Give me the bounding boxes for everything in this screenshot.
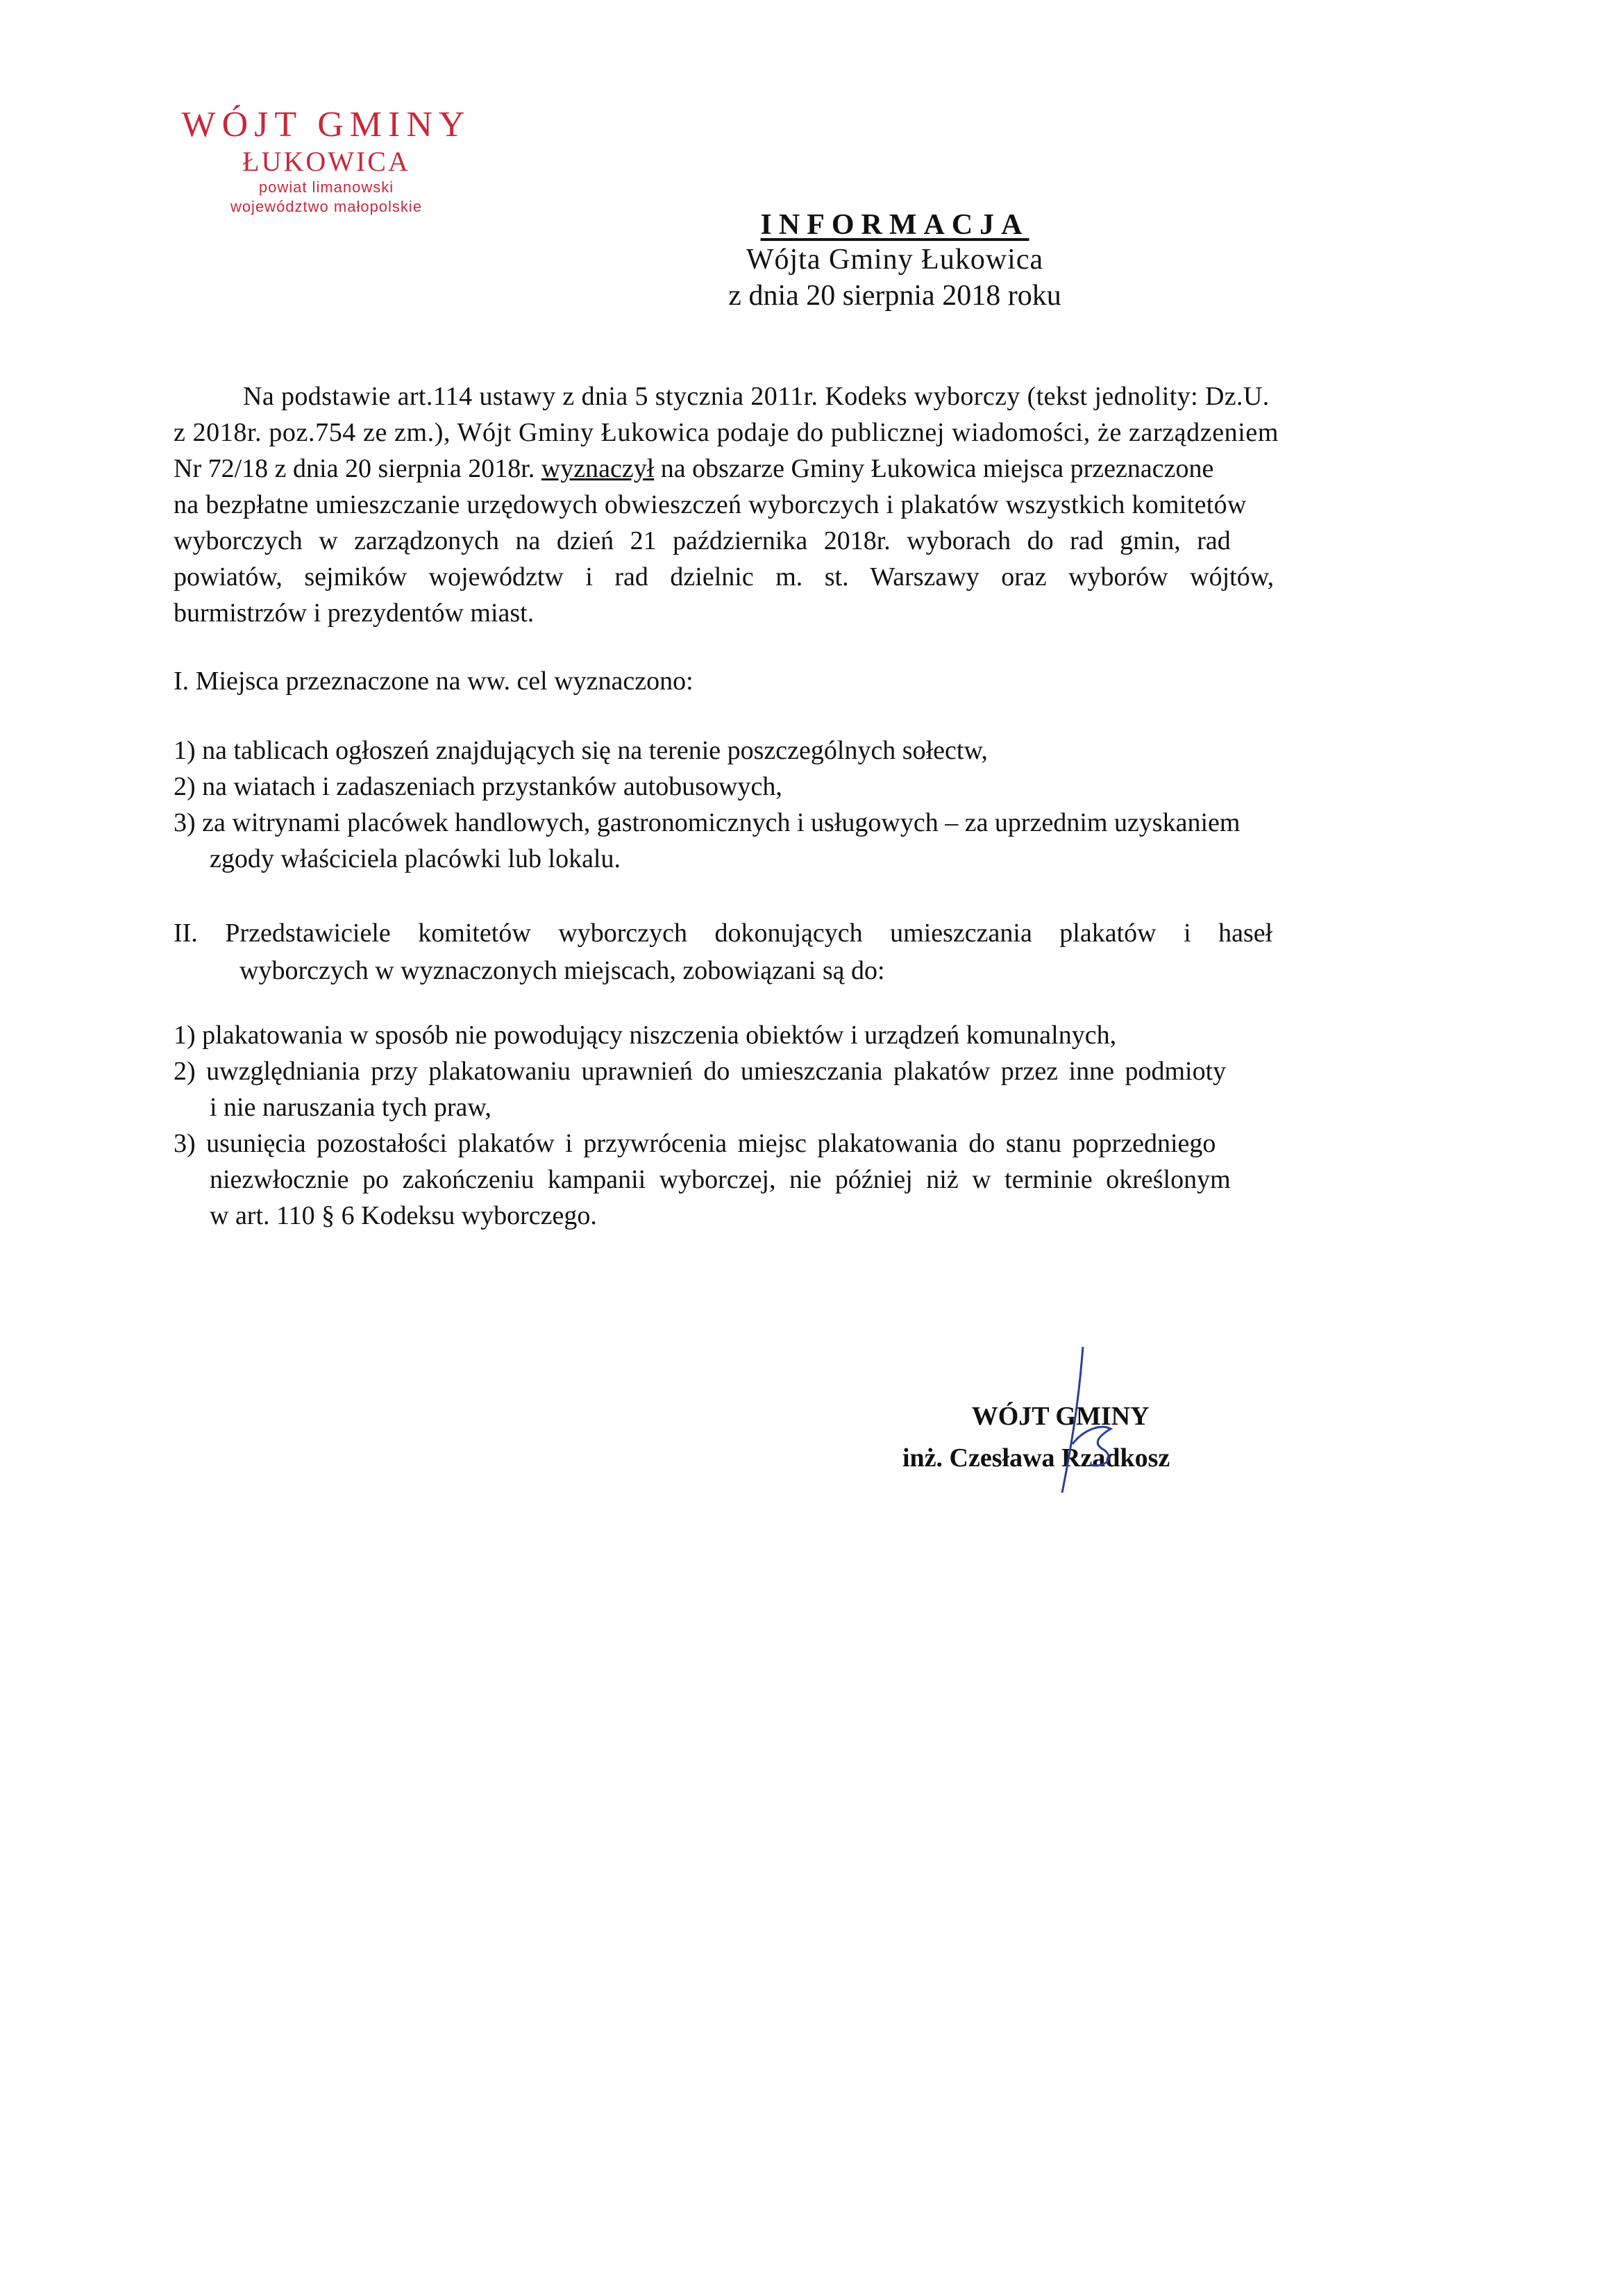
list-item-continuation: w art. 110 § 6 Kodeksu wyborczego. xyxy=(210,1201,597,1230)
document-subtitle: Wójta Gminy Łukowica xyxy=(746,244,1044,276)
stamp-municipality: ŁUKOWICA xyxy=(242,146,410,177)
signature-name: inż. Czesława Rzadkosz xyxy=(902,1443,1170,1473)
intro-line: na bezpłatne umieszczanie urzędowych obwieszczeń wyborczych i plakatów wszystkich komitetów xyxy=(174,490,1247,519)
section-1-list xyxy=(174,732,1499,877)
stamp-county: powiat limanowski xyxy=(258,178,394,196)
document-date: z dnia 20 sierpnia 2018 roku xyxy=(728,280,1061,312)
list-item: 1) na tablicach ogłoszeń znajdujących się na terenie poszczególnych sołectw, xyxy=(174,736,988,765)
intro-line: powiatów, sejmików województw i rad dzielnic m. st. Warszawy oraz wyborów wójtów, xyxy=(174,562,1275,592)
intro-line: z 2018r. poz.754 ze zm.), Wójt Gminy Łukowica podaje do publicznej wiadomości, że zarządzeniem xyxy=(174,418,1279,447)
intro-line: burmistrzów i prezydentów miast. xyxy=(174,598,535,628)
stamp-voivodeship: województwo małopolskie xyxy=(230,198,423,215)
list-item: 2) uwzględniania przy plakatowaniu uprawnień do umieszczania plakatów przez inne podmioty xyxy=(174,1057,1227,1086)
list-item: 3) usunięcia pozostałości plakatów i przywrócenia miejsc plakatowania do stanu poprzedniego xyxy=(174,1129,1216,1158)
section-2-list xyxy=(174,1017,1499,1234)
list-item: 2) na wiatach i zadaszeniach przystanków autobusowych, xyxy=(174,772,782,801)
intro-underlined-word: wyznaczył xyxy=(541,454,655,483)
section-2-title-continuation: wyborczych w wyznaczonych miejscach, zobowiązani są do: xyxy=(239,956,885,985)
intro-line: wyborczych w zarządzonych na dzień 21 października 2018r. wyborach do rad gmin, rad xyxy=(174,526,1231,555)
list-item: 3) za witrynami placówek handlowych, gastronomicznych i usługowych – za uprzednim uzyskaniem xyxy=(174,808,1241,837)
section-1-title: I. Miejsca przeznaczone na ww. cel wyznaczono: xyxy=(174,667,693,696)
signature-title: WÓJT GMINY xyxy=(971,1402,1150,1431)
official-stamp xyxy=(160,104,493,217)
list-item: 1) plakatowania w sposób nie powodujący niszczenia obiektów i urządzeń komunalnych, xyxy=(174,1021,1117,1050)
section-2-title: II. Przedstawiciele komitetów wyborczych dokonujących umieszczania plakatów i haseł xyxy=(174,919,1273,948)
intro-line-part: na obszarze Gminy Łukowica miejsca przeznaczone xyxy=(660,454,1214,483)
intro-line-part: Nr 72/18 z dnia 20 sierpnia 2018r. xyxy=(174,454,535,483)
document-title: INFORMACJA xyxy=(760,209,1029,241)
handwritten-signature xyxy=(1034,1340,1132,1500)
intro-line: Na podstawie art.114 ustawy z dnia 5 stycznia 2011r. Kodeks wyborczy (tekst jednolity: Dz.U. xyxy=(243,382,1270,411)
list-item-continuation: zgody właściciela placówki lub lokalu. xyxy=(210,844,621,873)
list-item-continuation: i nie naruszania tych praw, xyxy=(210,1093,491,1122)
intro-line xyxy=(174,451,1499,487)
stamp-title: WÓJT GMINY xyxy=(181,105,471,144)
list-item-continuation: niezwłocznie po zakończeniu kampanii wyborczej, nie później niż w terminie określonym xyxy=(210,1165,1231,1194)
intro-paragraph xyxy=(174,378,1499,631)
